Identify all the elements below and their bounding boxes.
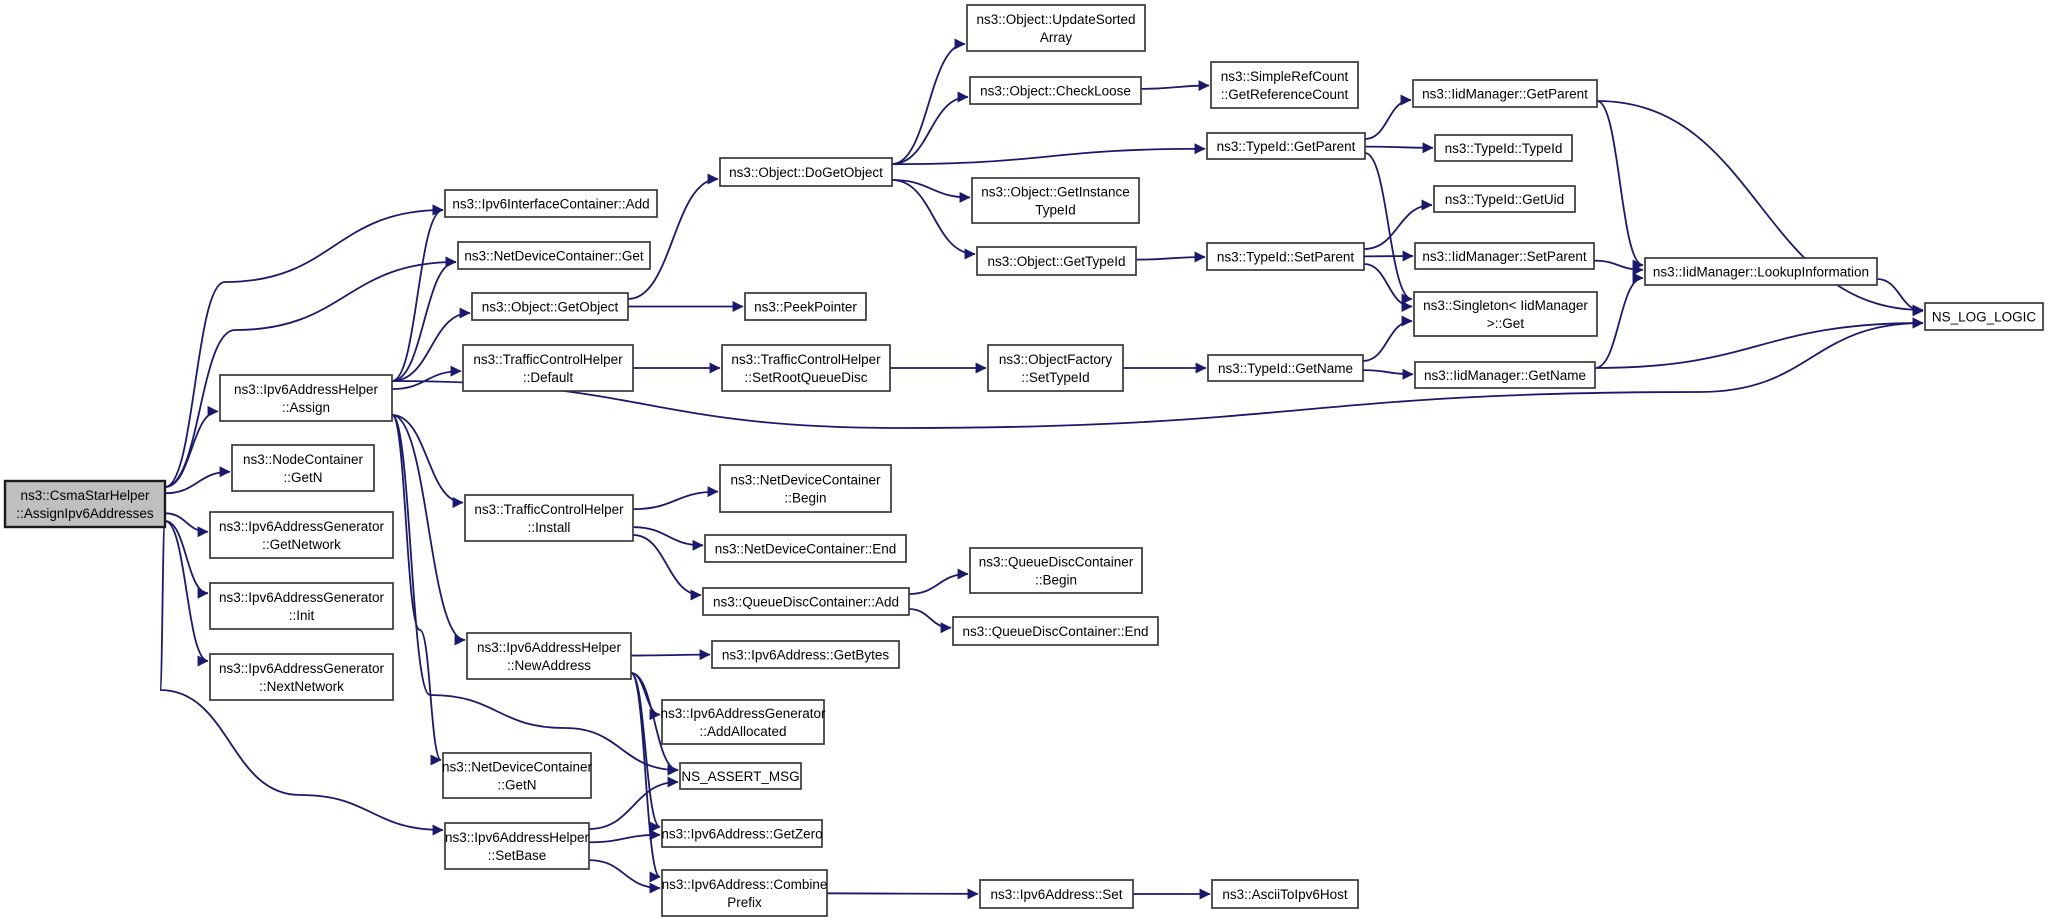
graph-node-iid-manager-get-name[interactable]	[1415, 362, 1595, 388]
graph-node-label: ns3::Ipv6AddressHelper ::SetBase	[444, 830, 590, 863]
graph-node-node-container-get-n[interactable]	[232, 445, 374, 491]
graph-node-ipv6-interface-container-add[interactable]	[445, 190, 657, 217]
edge-traffic-control-helper-install-to-net-device-container-end	[633, 527, 703, 545]
edge-object-do-get-object-to-object-check-loose	[892, 97, 968, 164]
edge-iid-manager-set-parent-to-iid-manager-lookup-information	[1594, 261, 1643, 270]
graph-node-label: ns3::TypeId::TypeId	[1444, 141, 1563, 156]
graph-node-iid-manager-get-parent[interactable]	[1413, 80, 1597, 107]
graph-node-queue-disc-container-end[interactable]	[953, 617, 1158, 645]
graph-node-label: ns3::Object::GetObject	[481, 299, 619, 315]
graph-node-label: ns3::AsciiToIpv6Host	[1222, 887, 1348, 902]
graph-node-ipv6-address-combine-prefix[interactable]	[662, 870, 828, 916]
edge-object-do-get-object-to-type-id-get-parent	[892, 149, 1205, 164]
graph-node-label: ns3::QueueDiscContainer::End	[962, 624, 1149, 639]
graph-node-label: NS_LOG_LOGIC	[1931, 309, 2037, 325]
graph-node-ascii-to-ipv6-host[interactable]	[1212, 880, 1358, 908]
edge-type-id-get-parent-to-type-id-type-id	[1365, 147, 1433, 148]
graph-node-net-device-container-get[interactable]	[458, 242, 650, 269]
graph-node-label: ns3::NetDeviceContainer::End	[714, 541, 897, 557]
graph-node-label: ns3::TypeId::SetParent	[1216, 249, 1355, 265]
graph-node-label: ns3::Ipv6AddressGenerator ::Init	[218, 590, 385, 623]
graph-node-ipv6-address-generator-next-network[interactable]	[210, 654, 393, 700]
graph-node-peek-pointer[interactable]	[745, 293, 866, 320]
graph-node-ipv6-address-generator-get-network[interactable]	[210, 512, 393, 558]
graph-node-label: NS_ASSERT_MSG	[681, 769, 800, 784]
graph-node-label: ns3::QueueDiscContainer ::Begin	[978, 554, 1134, 588]
graph-node-type-id-get-uid[interactable]	[1434, 186, 1575, 212]
graph-node-traffic-control-helper-set-root-queue-disc[interactable]	[722, 345, 890, 391]
graph-node-ipv6-address-generator-init[interactable]	[210, 583, 393, 629]
graph-node-object-do-get-object[interactable]	[720, 158, 892, 186]
edge-ipv6-address-helper-new-address-to-ipv6-address-combine-prefix	[631, 673, 660, 877]
graph-node-type-id-set-parent[interactable]	[1207, 243, 1364, 270]
graph-node-label: ns3::Ipv6AddressGenerator ::AddAllocated	[660, 706, 826, 739]
graph-node-ns-log-logic[interactable]	[1925, 303, 2043, 330]
graph-node-ipv6-address-helper-new-address[interactable]	[467, 633, 631, 679]
edge-ipv6-address-helper-assign-to-net-device-container-get	[392, 262, 456, 381]
graph-node-object-get-type-id[interactable]	[977, 247, 1136, 275]
graph-node-label: ns3::TrafficControlHelper ::Default	[473, 352, 623, 385]
graph-node-label: ns3::CsmaStarHelper ::AssignIpv6Addresses	[16, 488, 154, 521]
edge-object-get-type-id-to-type-id-set-parent	[1136, 257, 1205, 260]
graph-node-label: ns3::Object::UpdateSorted Array	[976, 12, 1136, 45]
edge-iid-manager-get-name-to-ns-log-logic	[1595, 323, 1923, 368]
graph-node-ipv6-address-set[interactable]	[980, 880, 1133, 908]
edge-iid-manager-get-name-to-iid-manager-lookup-information	[1595, 278, 1643, 368]
graph-node-label: ns3::Ipv6AddressHelper ::NewAddress	[476, 640, 622, 673]
graph-node-label: ns3::NetDeviceContainer ::GetN	[441, 759, 593, 793]
graph-node-label: ns3::NetDeviceContainer ::Begin	[730, 472, 881, 506]
edge-ipv6-address-helper-assign-to-ns-assert-msg	[392, 415, 678, 770]
edge-traffic-control-helper-install-to-net-device-container-begin	[633, 492, 718, 510]
graph-node-iid-manager-set-parent[interactable]	[1415, 243, 1594, 269]
graph-node-label: ns3::PeekPointer	[754, 299, 857, 315]
edge-iid-manager-get-parent-to-iid-manager-lookup-information	[1597, 101, 1643, 265]
edge-queue-disc-container-add-to-queue-disc-container-begin	[909, 574, 968, 594]
edge-ipv6-address-helper-new-address-to-ipv6-address-get-bytes	[631, 655, 710, 656]
graph-node-ipv6-address-get-zero[interactable]	[661, 820, 822, 847]
graph-node-label: ns3::IidManager::LookupInformation	[1652, 264, 1870, 280]
graph-node-net-device-container-end[interactable]	[705, 535, 906, 562]
graph-node-label: ns3::Object::GetTypeId	[987, 254, 1126, 269]
edge-type-id-get-parent-to-singleton-iid-manager-get	[1365, 153, 1412, 299]
graph-node-label: ns3::Object::CheckLoose	[980, 83, 1131, 99]
graph-node-net-device-container-get-n[interactable]	[442, 753, 593, 798]
graph-node-queue-disc-container-begin[interactable]	[970, 548, 1142, 593]
graph-node-iid-manager-lookup-information[interactable]	[1645, 258, 1877, 285]
graph-node-singleton-iid-manager-get[interactable]	[1414, 292, 1597, 336]
graph-node-label: ns3::Ipv6Address::Combine Prefix	[661, 877, 828, 910]
graph-node-type-id-type-id[interactable]	[1435, 135, 1572, 161]
graph-node-type-id-get-parent[interactable]	[1207, 133, 1365, 159]
graph-node-traffic-control-helper-default[interactable]	[463, 345, 633, 391]
edge-ipv6-address-combine-prefix-to-ipv6-address-set	[827, 893, 978, 894]
graph-node-object-get-object[interactable]	[472, 293, 628, 320]
graph-node-label: ns3::NodeContainer ::GetN	[242, 452, 364, 485]
graph-node-label: ns3::Ipv6AddressGenerator ::NextNetwork	[218, 661, 385, 694]
graph-node-queue-disc-container-add[interactable]	[703, 588, 909, 615]
graph-node-ipv6-address-generator-add-allocated[interactable]	[660, 700, 826, 744]
graph-node-label: ns3::SimpleRefCount ::GetReferenceCount	[1220, 69, 1349, 102]
graph-node-label: ns3::Singleton< IidManager >::Get	[1423, 298, 1588, 331]
graph-node-label: ns3::Ipv6AddressHelper ::Assign	[233, 382, 379, 415]
graph-node-ipv6-address-helper-assign[interactable]	[220, 375, 392, 421]
graph-node-object-factory-set-type-id[interactable]	[988, 345, 1123, 391]
graph-node-csma-star-helper-assign-ipv6-addresses	[5, 481, 165, 527]
graph-node-traffic-control-helper-install[interactable]	[465, 495, 633, 541]
edge-type-id-get-name-to-iid-manager-get-name	[1363, 370, 1413, 374]
graph-node-label: ns3::Object::GetInstance TypeId	[981, 184, 1130, 218]
edge-type-id-get-parent-to-iid-manager-get-parent	[1365, 100, 1411, 139]
edge-object-do-get-object-to-object-get-type-id	[892, 180, 975, 254]
graph-node-net-device-container-begin[interactable]	[720, 465, 891, 512]
graph-node-label: ns3::TrafficControlHelper ::Install	[474, 502, 624, 535]
graph-node-label: ns3::IidManager::GetParent	[1422, 86, 1588, 102]
graph-node-object-get-instance-type-id[interactable]	[972, 178, 1139, 223]
graph-node-label: ns3::Object::DoGetObject	[729, 165, 883, 180]
graph-node-label: ns3::Ipv6Address::Set	[990, 887, 1123, 902]
graph-node-label: ns3::Ipv6Address::GetZero	[661, 826, 823, 842]
graph-node-ipv6-address-get-bytes[interactable]	[712, 641, 899, 668]
graph-node-simple-ref-count-get-reference-count[interactable]	[1211, 62, 1358, 108]
graph-node-label: ns3::Ipv6AddressGenerator ::GetNetwork	[218, 519, 385, 552]
edge-ipv6-address-helper-assign-to-net-device-container-get-n	[392, 415, 441, 760]
graph-node-ipv6-address-helper-set-base[interactable]	[445, 823, 590, 869]
graph-node-label: ns3::Ipv6InterfaceContainer::Add	[452, 196, 650, 212]
graph-node-label: ns3::IidManager::SetParent	[1422, 249, 1587, 264]
edge-object-do-get-object-to-object-update-sorted-array	[892, 44, 965, 164]
edge-queue-disc-container-add-to-queue-disc-container-end	[909, 609, 951, 628]
edge-type-id-set-parent-to-singleton-iid-manager-get	[1364, 264, 1412, 307]
graph-node-label: ns3::IidManager::GetName	[1423, 368, 1587, 383]
edge-ipv6-address-helper-set-base-to-ipv6-address-combine-prefix	[589, 860, 660, 888]
graph-node-label: ns3::NetDeviceContainer::Get	[464, 248, 644, 264]
graph-node-label: ns3::TypeId::GetUid	[1444, 192, 1565, 207]
graph-node-label: ns3::TrafficControlHelper ::SetRootQueueDisc	[731, 352, 881, 385]
graph-node-label: ns3::TypeId::GetParent	[1216, 139, 1356, 154]
graph-node-label: ns3::Ipv6Address::GetBytes	[721, 647, 890, 663]
graph-node-ns-assert-msg[interactable]	[680, 763, 801, 789]
edge-type-id-get-name-to-singleton-iid-manager-get	[1363, 321, 1412, 361]
graph-node-object-update-sorted-array[interactable]	[967, 5, 1145, 51]
edge-ipv6-address-helper-assign-to-ipv6-interface-container-add	[392, 210, 443, 381]
graph-node-label: ns3::QueueDiscContainer::Add	[712, 594, 900, 610]
edge-ipv6-address-helper-set-base-to-ipv6-address-get-zero	[589, 835, 660, 842]
graph-node-label: ns3::ObjectFactory ::SetTypeId	[998, 352, 1113, 385]
graph-node-type-id-get-name[interactable]	[1208, 355, 1363, 381]
graph-node-label: ns3::TypeId::GetName	[1217, 361, 1354, 376]
edge-object-check-loose-to-simple-ref-count-get-reference-count	[1141, 86, 1209, 89]
graph-node-object-check-loose[interactable]	[970, 77, 1141, 104]
